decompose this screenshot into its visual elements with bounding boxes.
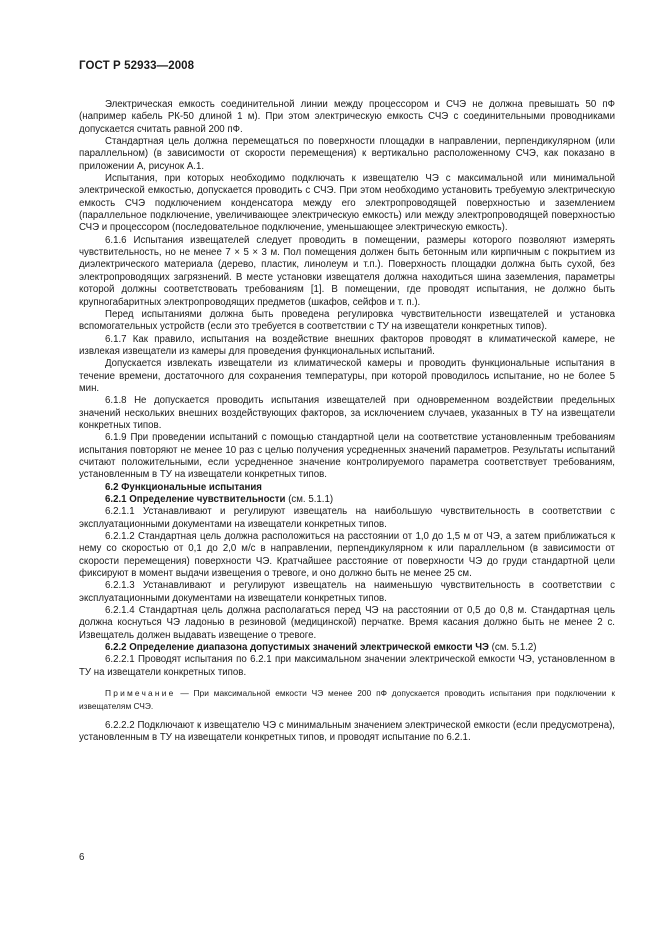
- paragraph: 6.2.1.1 Устанавливают и регулируют извещатель на наибольшую чувствительность в соответствии с эксплуатационными документами на извещатели конкретных типов.: [79, 506, 615, 530]
- paragraph: 6.2.1.3 Устанавливают и регулируют извещатель на наименьшую чувствительность в соответствии с эксплуатационными документами на извещатели конкретных типов.: [79, 580, 615, 604]
- document-body: [79, 99, 615, 745]
- paragraph: Допускается извлекать извещатели из климатической камеры и проводить функциональные испытания в течение времени, достаточного для сохранения температуры, при которой проводилось испытание, но не более 5 мин.: [79, 358, 615, 394]
- paragraph: Испытания, при которых необходимо подключать к извещателю ЧЭ с максимальной или минимальной электрической емкостью, допускается проводить с СЧЭ. При этом необходимо установить требуемую электрическую емкость СЧЭ подключением конденсатора между его электропроводящей поверхностью и заземлением (параллельное подключение, увеличивающее электрическую емкость) или между электропроводящей поверхностью СЧЭ и процессором (последовательное подключение, уменьшающее электрическую емкость).: [79, 173, 615, 234]
- paragraph: 6.2.2.2 Подключают к извещателю ЧЭ с минимальным значением электрической емкости (если предусмотрена), установленным в ТУ на извещатели конкретных типов, и проводят испытание по 6.2.1.: [79, 719, 615, 744]
- paragraph: Электрическая емкость соединительной линии между процессором и СЧЭ не должна превышать 50 пФ (например кабель РК-50 длиной 1 м). При этом электрическую емкость СЧЭ с соединительными проводниками допускается считать равной 200 пФ.: [79, 99, 615, 135]
- paragraph: Перед испытаниями должна быть проведена регулировка чувствительности извещателей и установка вспомогательных устройств (если это требуется в соответствии с ТУ на извещатели конкретных типов).: [79, 308, 615, 333]
- page-number: 6: [79, 852, 85, 863]
- note-label: Примечание: [105, 688, 176, 699]
- section-heading-6-2-1: 6.2.1 Определение чувствительности (см. 5.1.1): [105, 494, 334, 505]
- paragraph: Стандартная цель должна перемещаться по поверхности площадки в направлении, перпендикулярном (или параллельном) (в зависимости от скорости перемещения) к вертикально расположенному СЧЭ, как показано в приложении А, рисунок А.1.: [79, 136, 615, 172]
- paragraph: 6.1.7 Как правило, испытания на воздействие внешних факторов проводят в климатической камере, не извлекая извещатели из камеры для проведения функциональных испытаний.: [79, 333, 615, 357]
- paragraph: 6.2.1.2 Стандартная цель должна расположиться на расстоянии от 1,0 до 1,5 м от ЧЭ, а затем приближаться к нему со скоростью от 0,1 до 2,0 м/с в направлении, перпендикулярном к или параллельном (в зависимости от скорости перемещения) поверхности ЧЭ. Кратчайшее расстояние от поверхности ЧЭ до груди стандартной цели фиксируют в момент выдачи извещения о тревоге, и оно должно быть не менее 25 см.: [79, 531, 615, 580]
- paragraph: 6.2.1.4 Стандартная цель должна располагаться перед ЧЭ на расстоянии от 0,5 до 0,8 м. Стандартная цель должна коснуться ЧЭ ладонью в резиновой (медицинской) перчатке. Время касания должно быть не менее 2 с. Извещатель должен выдавать извещение о тревоге.: [79, 605, 615, 641]
- section-heading-6-2: 6.2 Функциональные испытания: [105, 481, 262, 493]
- document-header: ГОСТ Р 52933—2008: [79, 60, 195, 72]
- note: [79, 687, 615, 712]
- section-heading-6-2-2: 6.2.2 Определение диапазона допустимых значений электрической емкости ЧЭ (см. 5.1.2): [105, 642, 537, 654]
- paragraph: 6.1.6 Испытания извещателей следует проводить в помещении, размеры которого позволяют измерять чувствительность, но не менее 7 × 5 × 3 м. Пол помещения должен быть бетонным или кирпичным с покрытием из диэлектрического материала (дерево, пластик, линолеум и т.п.). Поверхность площадки должна быть сухой, без электропроводящих загрязнений. В месте установки извещателя должна находиться шина заземления, параметры которой должны соответствовать требованиям [1]. В помещении, где проводят испытания, не должно быть крупногабаритных электропроводящих предметов (шкафов, сейфов и т. п.).: [79, 234, 615, 308]
- note-text: — При максимальной емкости ЧЭ менее 200 пФ допускается проводить испытания при подключении к извещателям СЧЭ.: [79, 688, 615, 711]
- paragraph: 6.1.9 При проведении испытаний с помощью стандартной цели на соответствие установленным требованиям испытания повторяют не менее 10 раз с целью получения усредненных значений параметров. Результаты испытаний считают положительными, если усредненное значение контролируемого параметра соответствует требованиям, установленным в ТУ на извещатели конкретных типов.: [79, 432, 615, 481]
- paragraph: 6.1.8 Не допускается проводить испытания извещателей при одновременном воздействии предельных значений нескольких внешних воздействующих факторов, за исключением случаев, указанных в ТУ на извещатели конкретных типов.: [79, 395, 615, 431]
- paragraph: 6.2.2.1 Проводят испытания по 6.2.1 при максимальном значении электрической емкости ЧЭ, установленном в ТУ на извещатели конкретных типов.: [79, 654, 615, 678]
